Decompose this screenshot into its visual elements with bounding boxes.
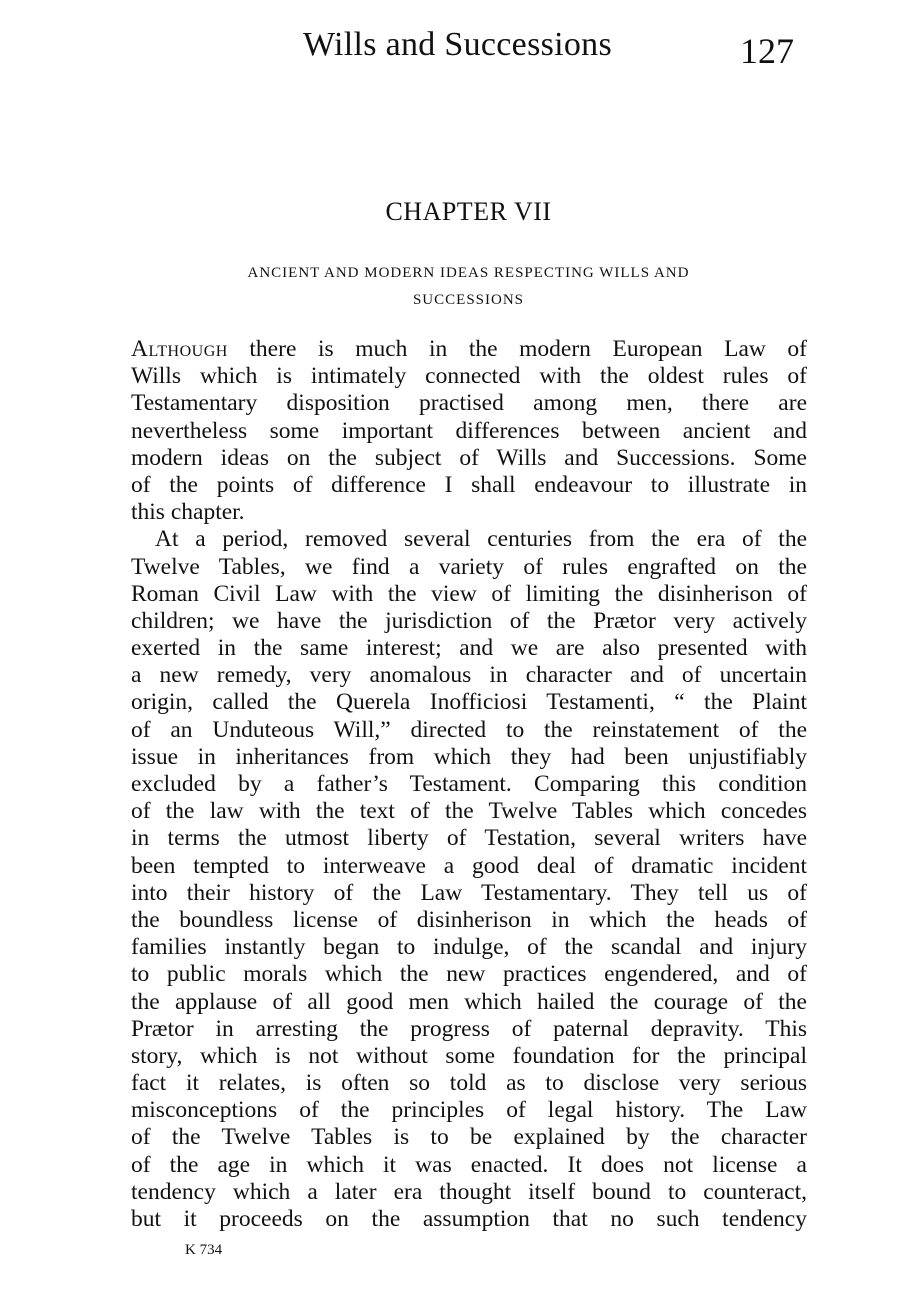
page-number: 127: [740, 31, 794, 71]
text-line: been tempted to interweave a good deal of dramatic incident: [131, 852, 807, 879]
text-line: into their history of the Law Testamentary. They tell us of: [131, 879, 807, 906]
chapter-title: CHAPTER VII: [385, 197, 552, 226]
text-line: Prætor in arresting the progress of paternal depravity. This: [131, 1015, 807, 1042]
text-line: modern ideas on the subject of Wills and Successions. Some: [131, 444, 807, 471]
chapter-subtitle-line: SUCCESSIONS: [412, 292, 525, 308]
text-line: issue in inheritances from which they had been unjustifiably: [131, 743, 807, 770]
text-line: fact it relates, is often so told as to disclose very serious: [131, 1070, 807, 1097]
text-line: tendency which a later era thought itself bound to counteract,: [131, 1178, 807, 1205]
text-line: misconceptions of the principles of legal history. The Law: [131, 1097, 807, 1124]
text-line: Roman Civil Law with the view of limiting the disinherison of: [131, 580, 807, 607]
text-line: of the points of difference I shall endeavour to illustrate in: [131, 471, 807, 498]
text-line: [131, 336, 807, 363]
opening-word: Although: [131, 336, 228, 362]
text-line: of the law with the text of the Twelve Tables which concedes: [131, 798, 807, 825]
text-line: a new remedy, very anomalous in character and of uncertain: [131, 662, 807, 689]
text-line: in terms the utmost liberty of Testation, several writers have: [131, 825, 807, 852]
text-line: to public morals which the new practices engendered, and of: [131, 961, 807, 988]
text-line: the boundless license of disinherison in which the heads of: [131, 906, 807, 933]
text-line: of the age in which it was enacted. It does not license a: [131, 1151, 807, 1178]
text-line: excluded by a father’s Testament. Comparing this condition: [131, 771, 807, 797]
text-line: nevertheless some important differences between ancient and: [131, 417, 807, 444]
printer-signature: K 734: [185, 1242, 223, 1258]
running-title: Wills and Successions: [303, 26, 613, 63]
chapter-subtitle: [131, 260, 806, 314]
text-line: At a period, removed several centuries from the era of the: [155, 526, 807, 553]
text-line: children; we have the jurisdiction of the Prætor very actively: [131, 607, 807, 634]
text-line: Testamentary disposition practised among men, there are: [131, 390, 807, 417]
text-line: of the Twelve Tables is to be explained by the character: [131, 1124, 807, 1151]
text-line: of an Unduteous Will,” directed to the reinstatement of the: [131, 716, 807, 743]
text-line: this chapter.: [131, 499, 245, 526]
text-line: the applause of all good men which hailed the courage of the: [131, 988, 807, 1015]
text-line: Wills which is intimately connected with the oldest rules of: [131, 363, 807, 390]
text-line: exerted in the same interest; and we are also presented with: [131, 635, 807, 662]
text-line: Twelve Tables, we find a variety of rules engrafted on the: [131, 553, 807, 580]
text-line: families instantly began to indulge, of the scandal and injury: [131, 934, 807, 961]
text-line: story, which is not without some foundation for the principal: [131, 1042, 807, 1069]
text-line: origin, called the Querela Inofficiosi Testamenti, “ the Plaint: [131, 689, 807, 716]
text-line: but it proceeds on the assumption that no such tendency: [131, 1206, 807, 1232]
chapter-subtitle-line: ANCIENT AND MODERN IDEAS RESPECTING WILLS AND: [247, 265, 690, 281]
text-line-content: there is much in the modern European Law of: [249, 336, 807, 362]
body-text: [131, 336, 807, 1233]
